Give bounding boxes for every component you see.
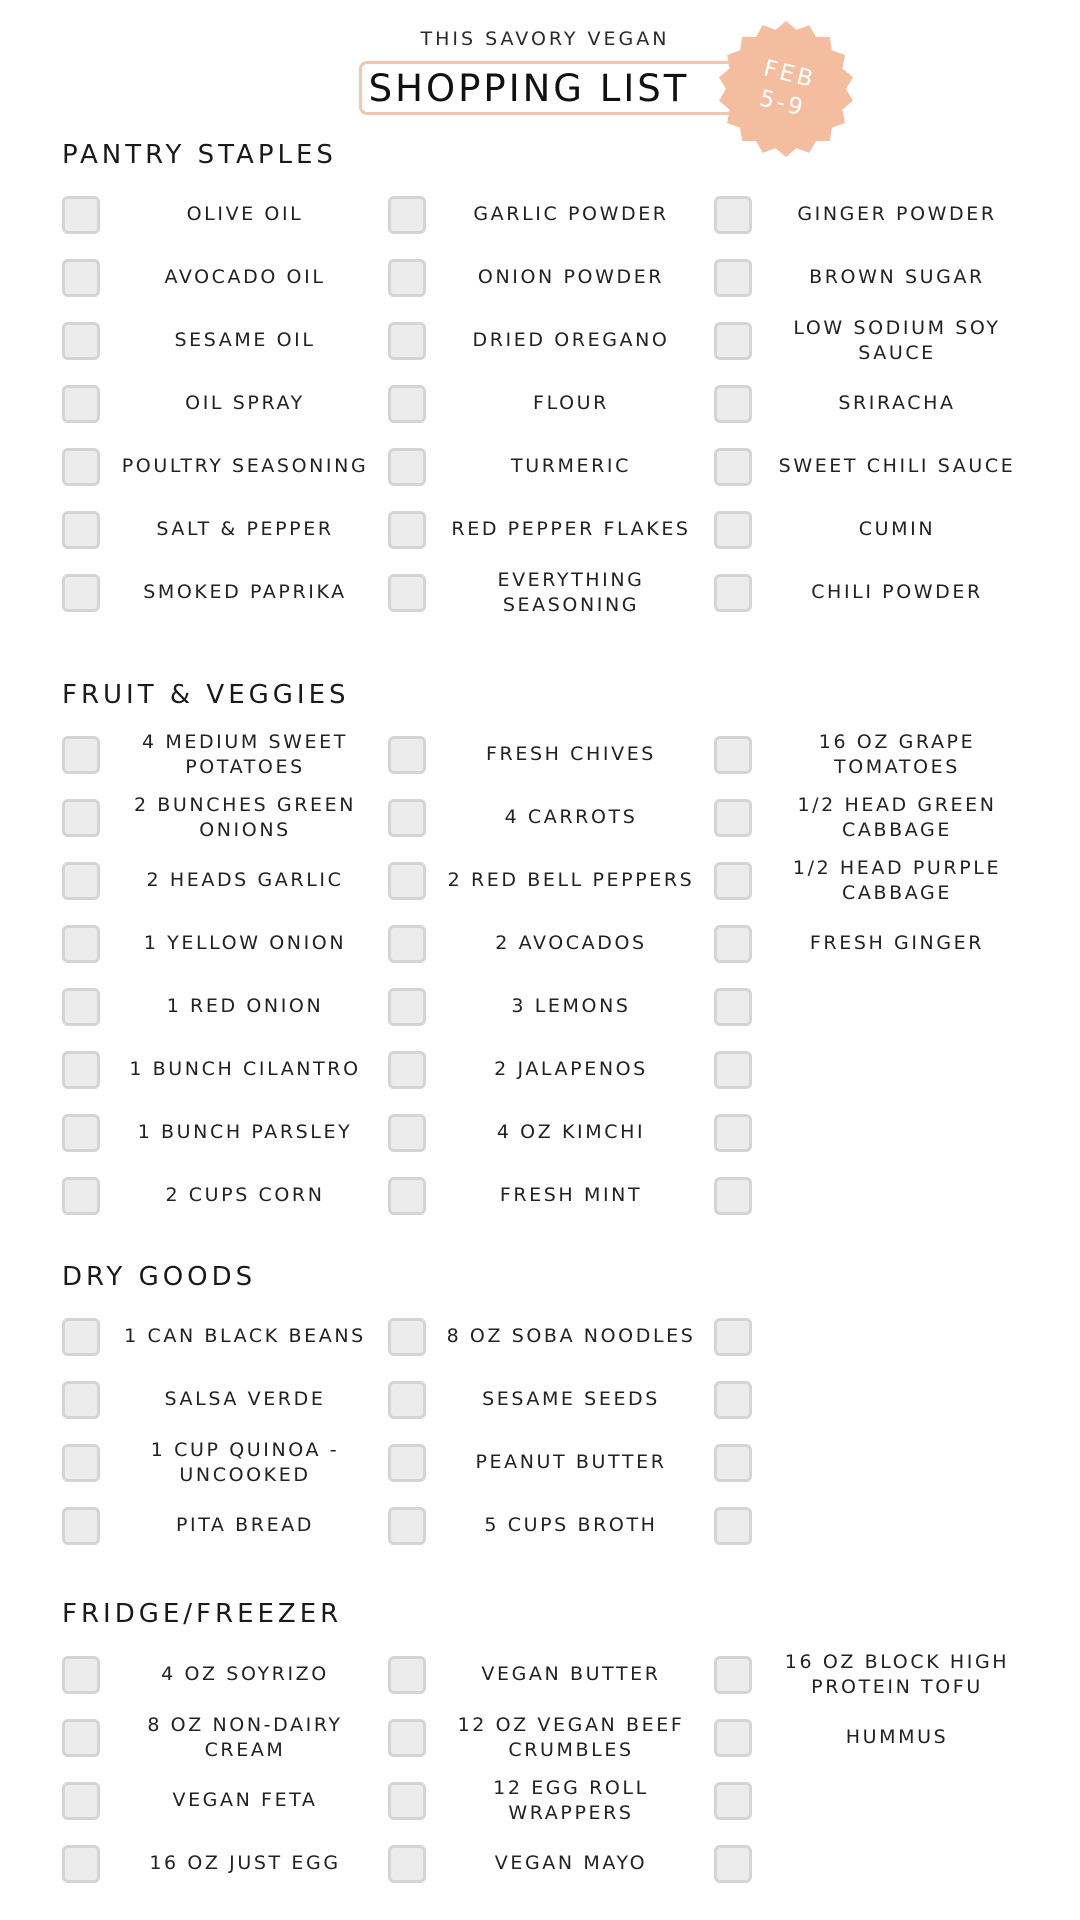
item-checkbox[interactable] — [714, 196, 752, 234]
item-checkbox[interactable] — [714, 1782, 752, 1820]
item-label: SALT & PEPPER — [156, 518, 334, 540]
item-checkbox[interactable] — [62, 1845, 100, 1883]
item-checkbox[interactable] — [714, 1114, 752, 1152]
item-checkbox[interactable] — [62, 1507, 100, 1545]
item-row — [62, 786, 1022, 849]
item-label: 1 CUP QUINOA - UNCOOKED — [150, 1438, 340, 1486]
item-label: 16 OZ BLOCK HIGH PROTEIN TOFU — [784, 1650, 1010, 1698]
title-box — [359, 61, 735, 115]
list-item — [62, 912, 388, 975]
item-checkbox[interactable] — [388, 1719, 426, 1757]
item-checkbox[interactable] — [62, 1656, 100, 1694]
item-label: SWEET CHILI SAUCE — [778, 455, 1016, 477]
list-item — [388, 1368, 714, 1431]
item-checkbox[interactable] — [714, 448, 752, 486]
section-title: FRUIT & VEGGIES — [62, 680, 350, 710]
item-label: 2 CUPS CORN — [165, 1184, 325, 1206]
item-checkbox[interactable] — [714, 1656, 752, 1694]
item-checkbox[interactable] — [62, 1782, 100, 1820]
section-grid — [62, 1643, 1022, 1895]
list-item — [714, 1305, 1040, 1368]
list-item — [714, 912, 1040, 975]
item-label: FRESH CHIVES — [486, 743, 656, 765]
item-checkbox[interactable] — [714, 925, 752, 963]
item-checkbox[interactable] — [62, 574, 100, 612]
item-checkbox[interactable] — [388, 385, 426, 423]
list-item — [62, 1431, 388, 1494]
item-label: POULTRY SEASONING — [121, 455, 369, 477]
list-item — [714, 435, 1040, 498]
item-label: EVERYTHING SEASONING — [497, 568, 645, 616]
item-checkbox[interactable] — [388, 448, 426, 486]
item-row — [62, 1101, 1022, 1164]
item-row — [62, 309, 1022, 372]
item-row — [62, 1431, 1022, 1494]
item-checkbox[interactable] — [62, 1318, 100, 1356]
list-item — [388, 1038, 714, 1101]
item-label: VEGAN FETA — [172, 1789, 318, 1811]
item-row — [62, 912, 1022, 975]
item-checkbox[interactable] — [388, 988, 426, 1026]
item-row — [62, 975, 1022, 1038]
item-label: 2 BUNCHES GREEN ONIONS — [133, 793, 357, 841]
item-label: 1/2 HEAD PURPLE CABBAGE — [792, 856, 1002, 904]
item-label: 4 OZ KIMCHI — [496, 1121, 646, 1143]
item-checkbox[interactable] — [388, 799, 426, 837]
item-label: 16 OZ JUST EGG — [149, 1852, 341, 1874]
item-row — [62, 1038, 1022, 1101]
item-label: 8 OZ SOBA NOODLES — [446, 1325, 696, 1347]
item-label: 2 AVOCADOS — [495, 932, 647, 954]
item-label: HUMMUS — [845, 1726, 949, 1748]
item-checkbox[interactable] — [714, 799, 752, 837]
list-item — [388, 1305, 714, 1368]
list-item — [388, 561, 714, 624]
date-badge — [718, 19, 854, 159]
list-item — [62, 786, 388, 849]
item-label: 12 EGG ROLL WRAPPERS — [493, 1776, 649, 1824]
list-item — [62, 1368, 388, 1431]
item-checkbox[interactable] — [388, 1507, 426, 1545]
list-item — [388, 309, 714, 372]
badge-month: FEB — [760, 55, 819, 94]
list-item — [62, 1643, 388, 1706]
list-item — [388, 912, 714, 975]
item-label: SALSA VERDE — [164, 1388, 326, 1410]
item-checkbox[interactable] — [388, 259, 426, 297]
item-row — [62, 435, 1022, 498]
list-item — [62, 1769, 388, 1832]
list-item — [714, 1643, 1040, 1706]
list-item — [62, 498, 388, 561]
list-item — [714, 372, 1040, 435]
item-row — [62, 1643, 1022, 1706]
item-row — [62, 1706, 1022, 1769]
item-checkbox[interactable] — [388, 862, 426, 900]
item-label: FRESH MINT — [499, 1184, 643, 1206]
subtitle: THIS SAVORY VEGAN — [420, 28, 670, 50]
item-checkbox[interactable] — [714, 1381, 752, 1419]
list-item — [714, 849, 1040, 912]
item-row — [62, 849, 1022, 912]
list-item — [388, 1494, 714, 1557]
list-item — [62, 372, 388, 435]
list-item — [62, 1494, 388, 1557]
item-row — [62, 183, 1022, 246]
item-checkbox[interactable] — [388, 1114, 426, 1152]
list-item — [714, 1368, 1040, 1431]
list-item — [62, 1706, 388, 1769]
item-checkbox[interactable] — [388, 574, 426, 612]
list-item — [388, 498, 714, 561]
list-item — [62, 975, 388, 1038]
item-label: 1 BUNCH PARSLEY — [137, 1121, 353, 1143]
list-item — [714, 246, 1040, 309]
item-checkbox[interactable] — [388, 1177, 426, 1215]
item-checkbox[interactable] — [714, 259, 752, 297]
list-item — [388, 1706, 714, 1769]
item-checkbox[interactable] — [388, 925, 426, 963]
item-checkbox[interactable] — [714, 1318, 752, 1356]
item-checkbox[interactable] — [62, 1444, 100, 1482]
item-label: 4 OZ SOYRIZO — [161, 1663, 329, 1685]
item-checkbox[interactable] — [714, 1719, 752, 1757]
item-checkbox[interactable] — [714, 574, 752, 612]
item-row — [62, 372, 1022, 435]
list-item — [388, 246, 714, 309]
list-item — [714, 1101, 1040, 1164]
item-checkbox[interactable] — [62, 448, 100, 486]
list-item — [388, 1164, 714, 1227]
list-item — [714, 183, 1040, 246]
item-label: 2 HEADS GARLIC — [146, 869, 344, 891]
list-item — [62, 1101, 388, 1164]
item-label: PITA BREAD — [175, 1514, 315, 1536]
item-label: 1 CAN BLACK BEANS — [124, 1325, 366, 1347]
list-item — [714, 1038, 1040, 1101]
item-label: FLOUR — [533, 392, 609, 414]
section-title: FRIDGE/FREEZER — [62, 1599, 343, 1629]
item-label: SESAME OIL — [174, 329, 316, 351]
list-item — [388, 435, 714, 498]
item-row — [62, 1769, 1022, 1832]
item-checkbox[interactable] — [714, 988, 752, 1026]
item-checkbox[interactable] — [62, 1177, 100, 1215]
item-checkbox[interactable] — [388, 736, 426, 774]
list-item — [714, 1494, 1040, 1557]
list-item — [714, 975, 1040, 1038]
item-label: 1 RED ONION — [166, 995, 324, 1017]
item-label: GARLIC POWDER — [473, 203, 669, 225]
list-item — [388, 1643, 714, 1706]
section-grid — [62, 183, 1022, 624]
list-item — [388, 1101, 714, 1164]
section-grid — [62, 1305, 1022, 1557]
item-checkbox[interactable] — [62, 196, 100, 234]
item-checkbox[interactable] — [62, 385, 100, 423]
item-checkbox[interactable] — [714, 511, 752, 549]
list-item — [388, 1769, 714, 1832]
item-label: RED PEPPER FLAKES — [451, 518, 691, 540]
item-checkbox[interactable] — [62, 925, 100, 963]
item-label: BROWN SUGAR — [809, 266, 985, 288]
item-label: OIL SPRAY — [185, 392, 305, 414]
section-title: PANTRY STAPLES — [62, 140, 337, 170]
item-label: 12 OZ VEGAN BEEF CRUMBLES — [457, 1713, 685, 1761]
item-checkbox[interactable] — [714, 322, 752, 360]
list-item — [714, 1706, 1040, 1769]
item-checkbox[interactable] — [62, 1381, 100, 1419]
list-item — [714, 498, 1040, 561]
item-label: 3 LEMONS — [511, 995, 631, 1017]
item-checkbox[interactable] — [714, 1051, 752, 1089]
item-label: SESAME SEEDS — [482, 1388, 660, 1410]
item-label: VEGAN MAYO — [494, 1852, 648, 1874]
item-checkbox[interactable] — [62, 1114, 100, 1152]
item-checkbox[interactable] — [62, 1051, 100, 1089]
item-checkbox[interactable] — [714, 1845, 752, 1883]
item-label: 2 JALAPENOS — [494, 1058, 648, 1080]
item-row — [62, 1164, 1022, 1227]
item-checkbox[interactable] — [388, 1051, 426, 1089]
item-label: AVOCADO OIL — [164, 266, 326, 288]
item-label: 2 RED BELL PEPPERS — [447, 869, 695, 891]
item-checkbox[interactable] — [388, 1381, 426, 1419]
item-row — [62, 723, 1022, 786]
list-item — [714, 561, 1040, 624]
list-item — [388, 975, 714, 1038]
item-label: CUMIN — [858, 518, 936, 540]
item-row — [62, 561, 1022, 624]
item-checkbox[interactable] — [388, 1318, 426, 1356]
item-row — [62, 1832, 1022, 1895]
list-item — [62, 561, 388, 624]
item-label: LOW SODIUM SOY SAUCE — [793, 316, 1001, 364]
list-item — [388, 1431, 714, 1494]
item-row — [62, 1368, 1022, 1431]
list-item — [714, 786, 1040, 849]
list-item — [714, 1832, 1040, 1895]
item-checkbox[interactable] — [388, 1656, 426, 1694]
item-label: 1 YELLOW ONION — [143, 932, 347, 954]
item-checkbox[interactable] — [714, 1177, 752, 1215]
item-label: 8 OZ NON-DAIRY CREAM — [147, 1713, 343, 1761]
item-label: DRIED OREGANO — [472, 329, 670, 351]
list-item — [388, 723, 714, 786]
item-checkbox[interactable] — [714, 385, 752, 423]
list-item — [714, 1769, 1040, 1832]
item-checkbox[interactable] — [388, 196, 426, 234]
item-label: ONION POWDER — [477, 266, 665, 288]
page-title: SHOPPING LIST — [368, 66, 690, 110]
item-checkbox[interactable] — [62, 736, 100, 774]
item-label: 5 CUPS BROTH — [484, 1514, 658, 1536]
item-checkbox[interactable] — [62, 259, 100, 297]
list-item — [62, 723, 388, 786]
item-checkbox[interactable] — [62, 862, 100, 900]
list-item — [62, 435, 388, 498]
list-item — [714, 1164, 1040, 1227]
item-label: TURMERIC — [511, 455, 631, 477]
section-title: DRY GOODS — [62, 1262, 257, 1292]
list-item — [62, 246, 388, 309]
item-checkbox[interactable] — [388, 1845, 426, 1883]
item-label: GINGER POWDER — [797, 203, 997, 225]
item-checkbox[interactable] — [388, 1444, 426, 1482]
item-checkbox[interactable] — [62, 799, 100, 837]
item-checkbox[interactable] — [62, 322, 100, 360]
item-row — [62, 246, 1022, 309]
item-label: 1 BUNCH CILANTRO — [129, 1058, 361, 1080]
item-checkbox[interactable] — [388, 1782, 426, 1820]
item-checkbox[interactable] — [714, 736, 752, 774]
item-label: FRESH GINGER — [809, 932, 985, 954]
list-item — [388, 849, 714, 912]
list-item — [388, 183, 714, 246]
list-item — [62, 1038, 388, 1101]
list-item — [62, 1305, 388, 1368]
list-item — [62, 1832, 388, 1895]
item-checkbox[interactable] — [62, 511, 100, 549]
badge-days: 5-9 — [756, 85, 809, 122]
item-checkbox[interactable] — [388, 322, 426, 360]
item-checkbox[interactable] — [62, 1719, 100, 1757]
item-label: OLIVE OIL — [186, 203, 304, 225]
item-label: PEANUT BUTTER — [475, 1451, 667, 1473]
item-label: SRIRACHA — [838, 392, 956, 414]
section-grid — [62, 723, 1022, 1227]
list-item — [714, 309, 1040, 372]
item-checkbox[interactable] — [388, 511, 426, 549]
item-checkbox[interactable] — [714, 1444, 752, 1482]
item-label: CHILI POWDER — [811, 581, 983, 603]
item-label: SMOKED PAPRIKA — [143, 581, 347, 603]
item-checkbox[interactable] — [714, 862, 752, 900]
item-row — [62, 498, 1022, 561]
item-label: 4 CARROTS — [504, 806, 638, 828]
list-item — [714, 1431, 1040, 1494]
list-item — [62, 1164, 388, 1227]
item-label: 16 OZ GRAPE TOMATOES — [818, 730, 976, 778]
item-label: 4 MEDIUM SWEET POTATOES — [142, 730, 348, 778]
list-item — [714, 723, 1040, 786]
list-item — [62, 183, 388, 246]
item-checkbox[interactable] — [62, 988, 100, 1026]
list-item — [388, 372, 714, 435]
item-row — [62, 1305, 1022, 1368]
list-item — [388, 1832, 714, 1895]
list-item — [388, 786, 714, 849]
item-row — [62, 1494, 1022, 1557]
item-label: 1/2 HEAD GREEN CABBAGE — [797, 793, 997, 841]
item-checkbox[interactable] — [714, 1507, 752, 1545]
list-item — [62, 309, 388, 372]
list-item — [62, 849, 388, 912]
item-label: VEGAN BUTTER — [481, 1663, 661, 1685]
